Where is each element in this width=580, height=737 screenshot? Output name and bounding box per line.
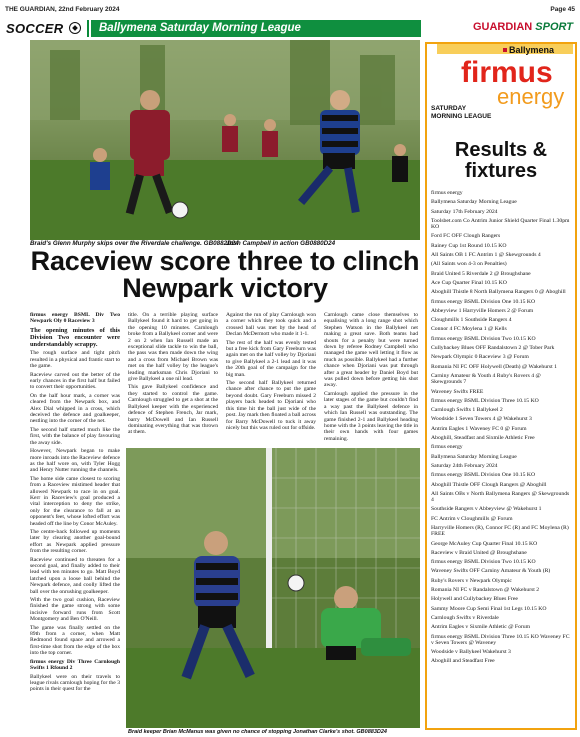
article-paragraph: firmus energy BSML Div Two Newpark Oly 0 Raceview 3 [30, 312, 120, 325]
photo-caption-bottom: Braid keeper Brian McManus was given no chance of stopping Jonathan Clarke's shot. GB0883D24 [128, 729, 387, 735]
page-header [3, 4, 577, 16]
result-line: Aboghill, Steadfast and Sixmile Athletic Free [431, 435, 535, 442]
article-paragraph: Raceview carved out the better of the early chances in the first half but failed to convert their opportunities. [30, 371, 120, 391]
result-line: Ruby's Rovers v Newpark Olympic [431, 577, 512, 584]
article-paragraph: firmus energy Div Three Carnlough Swifts 1 Rfound 2 [30, 658, 120, 672]
result-line: firmus energy BSML Division Two 10.15 KO [431, 559, 536, 566]
result-line: Waveney Swifts OFF Carniny Amateur & Youth (R) [431, 568, 551, 575]
article-column-2 [128, 312, 218, 444]
football-icon [69, 22, 81, 34]
sponsor-small-text: Ballymena [509, 45, 555, 55]
article-column-1 [30, 312, 120, 732]
result-line: Cloughmills 1 Southside Rangers 4 [431, 317, 512, 324]
article-paragraph: Carnlough applied the pressure in the later stages of the game but couldn't find a way past the Ballykeel defence in which Ian Russell was outstanding. The game finished 2-1 and Ballykeel heading home with the 3 points leaving the title in their own hands with four games remaining. [324, 390, 418, 442]
results-title: Results & fixtures [454, 139, 548, 182]
result-line: firmus energy [431, 444, 463, 451]
result-line: Raceview v Braid United @ Broughshane [431, 549, 527, 556]
result-line: All Saints OBs v North Ballymena Rangers @ Skewgrounds 4 [431, 490, 570, 504]
result-line: Waveney Swifts FREE [431, 388, 484, 395]
article-paragraph: On the half hour mark, a corner was cleared from the Newpark box, and Alex Dial whipped in a cross, which deceived the defence and goalkeeper, nestling into the corner of the net. [30, 392, 120, 425]
page-number: Page 45 [550, 6, 575, 13]
result-line: Woodside 1 Seven Towers 4 @ Wakehurst 3 [431, 416, 532, 423]
article-column-4 [324, 312, 418, 444]
goalkeeper-action-image [126, 448, 420, 728]
article-paragraph: However, Newpark began to make more inroads into the Raceview defence as the half wore on, with Tyler Hogg and Henry Nutter running the channels. [30, 448, 120, 474]
article-paragraph: The second half started much like the first, with the balance of play favouring the away side. [30, 426, 120, 446]
result-line: Southside Rangers v Abbeyview @ Wakehurst 1 [431, 506, 542, 513]
result-line: Antrim Eagles 1 Waveney FC 0 @ Forum [431, 425, 527, 432]
caption-right: Josh Campbell in action GB0880D24 [226, 240, 336, 247]
result-line: (All Saints won 4-3 on Penalties) [431, 261, 507, 268]
article-paragraph: The rough surface and tight pitch resulted in a physical and frantic start to the game. [30, 350, 120, 370]
result-line: Carnlough Swifts v Riverdale [431, 614, 499, 621]
result-line: Carniny Amateur & Youth 4 Ruby's Rovers 4 @ Skewgrounds 7 [431, 372, 541, 386]
result-line: Harryville Homers (R), Connor FC (R) and FC Moylena (R) FREE [431, 524, 569, 538]
result-line: firmus energy BSML Division Three 10.15 KO Waveney FC v Seven Towers @ Waveney [431, 633, 570, 646]
league-banner [91, 20, 421, 37]
soccer-label: SOCCER [6, 21, 64, 36]
result-line: firmus energy BSML Division Two 10.15 KO [431, 335, 536, 342]
article-paragraph: Ballykeel were on their travels to league rivals carnlough hoping for the 3 points in their quest for the [30, 673, 120, 693]
result-line: firmus energy [431, 190, 463, 196]
article-paragraph: The game was finally settled on the 89th from a corner, when Matt Redmond found space and arrowed a first-time shot from the edge of the box into the top corner. [30, 624, 120, 657]
results-list [431, 190, 573, 668]
result-line: Romania NI FC OFF Holywell (Death) @ Wakehurst 1 [431, 363, 557, 370]
article-paragraph: title. On a terrible playing surface Ballykeel found it hard to get going in the opening 10 minutes. Carnlough broke from a Ballykeel corner and were 2 on 2 when Ian Russell made an exceptional slide tackle to win the ball, the pass was then made down the wing and a cross from Michael Brown was met on the half volley by the league's leading marksman Chris Djoriani to give Ballykeel a one nil lead. [128, 312, 218, 383]
article-paragraph: Carnlough came close themselves to equalising with a long range shot which Stephen Watson in the Ballykeel net making a great save. Both teams had shouts for a penalty but were turned down by referee Rodney Campbell who managed the game well letting it flow as much as possible. Ballykeel had a further chance when Djoriani was put through after a great header by Daniel Boyd but was pulled down before getting his shot away. [324, 312, 418, 389]
sponsor-brand-2: energy [497, 84, 565, 109]
result-line: Carnlough Swifts 1 Ballykeel 2 [431, 407, 503, 414]
result-line: firmus energy BSML Division One 10.15 KO [431, 298, 536, 305]
article-paragraph: Raceview continued to threaten for a second goal, and finally added to their lead with ten minutes to go. Matt Boyd latched upon a loose ball behind the Newpark defence, and coolly lifted the ball over the onrushing goalkeeper. [30, 556, 120, 595]
sponsor-logo [427, 44, 575, 136]
result-line: Ballymena Saturday Morning League [431, 199, 517, 206]
article-paragraph: Against the run of play Carnlough won a corner which they took quick and a crossed ball was met by the head of Declan McDermott who made it 1-1. [226, 312, 316, 338]
result-line: Ace Cup Quarter Final 10.15 KO [431, 279, 507, 286]
result-line: Aboghill Thistle OFF Clough Rangers @ Aboghill [431, 481, 547, 488]
result-line: FC Antrim v Cloughmills @ Forum [431, 515, 513, 522]
result-line: Aboghill Thistle 8 North Ballymena Rangers 0 @ Aboghill [431, 289, 566, 296]
article-paragraph: The home side came closest to scoring from a Raceview mistimed header that allowed Newpark to race in on goal. Kerr in Raceview's goal produced a vital interception to deny the strike, only for the clearance to fall at an opponent's feet, whose lofted effort was headed off the line by Conor McAuley. [30, 475, 120, 527]
result-line: Connor 4 FC Moylena 1 @ Kells [431, 326, 507, 333]
result-line: Braid United 5 Riverdale 2 @ Broughshane [431, 270, 531, 277]
result-line: Sammy Moore Cup Semi Final 1st Legs 10.15 KO [431, 605, 547, 612]
results-sidebar [425, 42, 577, 730]
result-line: firmus energy BSML Division Three 10.15 KO [431, 397, 539, 404]
result-line: All Saints OB 1 FC Antrim 1 @ Skewgrounds 4 [431, 252, 541, 259]
result-line: Saturday 24th February 2024 [431, 462, 498, 469]
article-paragraph: The second half Ballykeel returned chance after chance to put the game beyond doubt. Gary Freeburn missed 2 players back headed to Djoriani who this time hit the ball just wide of the post. Jay mark then floated a ball across for Barry McDowell to tuck it away nicely but this was ruled out for offside. [226, 380, 316, 431]
sponsor-brand: firmus [461, 56, 553, 89]
result-line: Aboghill and Steadfast Free [431, 658, 495, 665]
result-line: Rainey Cup 1st Round 10.15 KO [431, 242, 507, 249]
article-paragraph: This gave Ballykeel confidence and they started to control the game. Carnlough struggled to get a shot at the Ballykeel keeper with the experienced defence of Stephen French, Jar mark, barry McDowell and Ian Russell dominating everything that was thrown at them. [128, 384, 218, 436]
firmus-energy-logo [427, 44, 575, 136]
paper-date: THE GUARDIAN, 22nd February 2024 [5, 6, 120, 13]
result-line: Toolsbet.com Co Antrim Junior Shield Quarter Final 1.30pm KO [431, 217, 570, 231]
result-line: Holywell and Cullybackey Blues Free [431, 596, 518, 603]
league-title: Ballymena Saturday Morning League [99, 22, 301, 34]
sport-word: SPORT [535, 21, 573, 33]
sponsor-league-1: SATURDAY [431, 105, 467, 112]
result-line: Antrim Eagles v Sixmile Athletic @ Forum [431, 624, 531, 631]
football-action-image [30, 40, 420, 240]
caption-left: Braid's Glenn Murphy skips over the Riverdale challenge. GB0882D24 [30, 240, 239, 247]
article-paragraph: The opening minutes of this Division Two encounter were understandably scrappy. [30, 326, 120, 349]
soccer-logo [3, 20, 89, 37]
result-line: Saturday 17th February 2024 [431, 208, 498, 215]
result-line: Newpark Olympic 0 Raceview 3 @ Forum [431, 354, 529, 361]
guardian-word: GUARDIAN [472, 21, 533, 33]
match-photo-bottom [126, 448, 420, 728]
result-line: Romania NI FC v Randalstown @ Wakehurst 2 [431, 587, 540, 594]
article-headline: Raceview score three to clinch Newpark victory [30, 246, 420, 303]
section-banner [3, 17, 577, 39]
result-line: Ford FC OFF Clough Rangers [431, 233, 501, 240]
result-line: firmus energy BSML Division One 10.15 KO [431, 472, 536, 479]
match-photo-top [30, 40, 420, 240]
result-line: Ballymena Saturday Morning League [431, 453, 517, 460]
article-paragraph: The centre-back followed up moments later by clearing another goal-bound effort as Newpark applied pressure from the resulting corner. [30, 528, 120, 555]
article-paragraph: With the two goal cushion, Raceview finished the game strong with some incisive forward runs from Scott Montgomery and Ben O'Neill. [30, 597, 120, 623]
sponsor-league-2: MORNING LEAGUE [431, 113, 492, 120]
article-column-3 [226, 312, 316, 444]
guardian-sport-logo [473, 21, 573, 33]
result-line: Cullybackey Blues OFF Randalstown 2 @ Tober Park [431, 345, 555, 352]
result-line: Abbeyview 1 Harryville Homers 2 @ Forum [431, 307, 534, 314]
article-paragraph: The rest of the half was evenly tested but a free kick from Gary Freeburn was again met on the half volley by Djoriani to give Ballykeel a 2-1 lead and it was the 20th goal of the campaign for the big man. [226, 339, 316, 378]
result-line: Woodside v Ballykeel Wakehurst 3 [431, 649, 511, 656]
result-line: George McAuley Cup Quarter Final 10.15 KO [431, 540, 538, 547]
